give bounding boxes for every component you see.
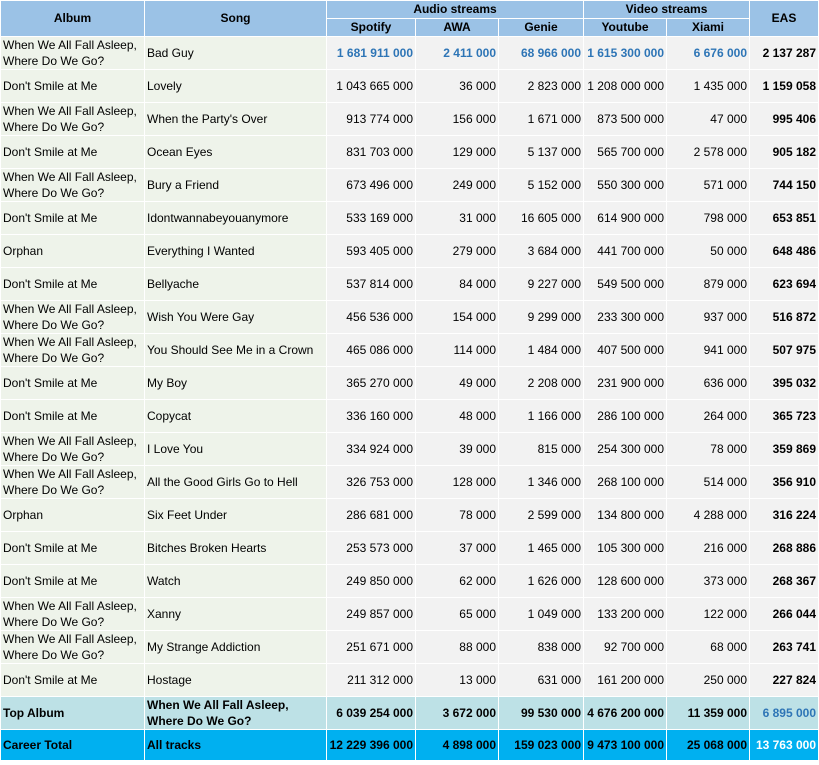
eas-cell: 905 182	[750, 136, 819, 169]
xiami-cell: 6 676 000	[667, 37, 750, 70]
spotify-cell: 251 671 000	[327, 631, 416, 664]
youtube-cell: 134 800 000	[584, 499, 667, 532]
career-total-album: All tracks	[145, 730, 327, 761]
youtube-cell: 92 700 000	[584, 631, 667, 664]
youtube-cell: 873 500 000	[584, 103, 667, 136]
awa-cell: 128 000	[416, 466, 499, 499]
header-album: Album	[1, 1, 145, 37]
xiami-cell: 47 000	[667, 103, 750, 136]
spotify-cell: 249 857 000	[327, 598, 416, 631]
song-cell: Wish You Were Gay	[145, 301, 327, 334]
spotify-cell: 831 703 000	[327, 136, 416, 169]
eas-cell: 744 150	[750, 169, 819, 202]
album-cell: Orphan	[1, 235, 145, 268]
xiami-cell: 4 288 000	[667, 499, 750, 532]
eas-cell: 359 869	[750, 433, 819, 466]
awa-cell: 2 411 000	[416, 37, 499, 70]
song-cell: Hostage	[145, 664, 327, 697]
header-awa: AWA	[416, 19, 499, 37]
awa-cell: 31 000	[416, 202, 499, 235]
youtube-cell: 549 500 000	[584, 268, 667, 301]
album-cell: When We All Fall Asleep, Where Do We Go?	[1, 37, 145, 70]
youtube-cell: 565 700 000	[584, 136, 667, 169]
header-genie: Genie	[499, 19, 584, 37]
awa-cell: 129 000	[416, 136, 499, 169]
table-row	[1, 334, 819, 367]
xiami-cell: 879 000	[667, 268, 750, 301]
youtube-cell: 614 900 000	[584, 202, 667, 235]
song-cell: Idontwannabeyouanymore	[145, 202, 327, 235]
album-cell: Don't Smile at Me	[1, 532, 145, 565]
spotify-cell: 913 774 000	[327, 103, 416, 136]
spotify-cell: 465 086 000	[327, 334, 416, 367]
eas-cell: 268 886	[750, 532, 819, 565]
header-spotify: Spotify	[327, 19, 416, 37]
youtube-cell: 268 100 000	[584, 466, 667, 499]
top-album-row	[1, 697, 819, 730]
awa-cell: 279 000	[416, 235, 499, 268]
xiami-cell: 1 435 000	[667, 70, 750, 103]
youtube-cell: 133 200 000	[584, 598, 667, 631]
genie-cell: 2 208 000	[499, 367, 584, 400]
album-cell: When We All Fall Asleep, Where Do We Go?	[1, 334, 145, 367]
spotify-cell: 334 924 000	[327, 433, 416, 466]
career-total-row	[1, 730, 819, 761]
xiami-cell: 937 000	[667, 301, 750, 334]
eas-cell: 653 851	[750, 202, 819, 235]
album-cell: Orphan	[1, 499, 145, 532]
genie-cell: 1 049 000	[499, 598, 584, 631]
header-video-streams: Video streams	[584, 1, 750, 19]
song-cell: My Strange Addiction	[145, 631, 327, 664]
song-cell: Watch	[145, 565, 327, 598]
genie-cell: 2 823 000	[499, 70, 584, 103]
table-row	[1, 367, 819, 400]
song-cell: My Boy	[145, 367, 327, 400]
youtube-cell: 105 300 000	[584, 532, 667, 565]
table-row	[1, 103, 819, 136]
top-album-name: When We All Fall Asleep, Where Do We Go?	[145, 697, 327, 730]
genie-cell: 815 000	[499, 433, 584, 466]
awa-cell: 249 000	[416, 169, 499, 202]
awa-cell: 62 000	[416, 565, 499, 598]
table-row	[1, 70, 819, 103]
youtube-cell: 1 615 300 000	[584, 37, 667, 70]
album-cell: When We All Fall Asleep, Where Do We Go?	[1, 301, 145, 334]
album-cell: Don't Smile at Me	[1, 565, 145, 598]
song-cell: Bitches Broken Hearts	[145, 532, 327, 565]
table-row	[1, 433, 819, 466]
table-row	[1, 235, 819, 268]
youtube-cell: 233 300 000	[584, 301, 667, 334]
eas-cell: 1 159 058	[750, 70, 819, 103]
eas-cell: 356 910	[750, 466, 819, 499]
table-row	[1, 664, 819, 697]
awa-cell: 36 000	[416, 70, 499, 103]
genie-cell: 1 671 000	[499, 103, 584, 136]
xiami-cell: 636 000	[667, 367, 750, 400]
top-album-xiami: 11 359 000	[667, 697, 750, 730]
eas-cell: 268 367	[750, 565, 819, 598]
album-cell: Don't Smile at Me	[1, 268, 145, 301]
youtube-cell: 441 700 000	[584, 235, 667, 268]
awa-cell: 114 000	[416, 334, 499, 367]
awa-cell: 78 000	[416, 499, 499, 532]
youtube-cell: 231 900 000	[584, 367, 667, 400]
spotify-cell: 533 169 000	[327, 202, 416, 235]
xiami-cell: 2 578 000	[667, 136, 750, 169]
xiami-cell: 68 000	[667, 631, 750, 664]
song-cell: Ocean Eyes	[145, 136, 327, 169]
table-row	[1, 466, 819, 499]
song-cell: Copycat	[145, 400, 327, 433]
album-cell: When We All Fall Asleep, Where Do We Go?	[1, 433, 145, 466]
genie-cell: 16 605 000	[499, 202, 584, 235]
album-cell: When We All Fall Asleep, Where Do We Go?	[1, 466, 145, 499]
xiami-cell: 250 000	[667, 664, 750, 697]
eas-cell: 227 824	[750, 664, 819, 697]
genie-cell: 5 152 000	[499, 169, 584, 202]
awa-cell: 37 000	[416, 532, 499, 565]
album-cell: Don't Smile at Me	[1, 136, 145, 169]
spotify-cell: 593 405 000	[327, 235, 416, 268]
song-cell: Xanny	[145, 598, 327, 631]
album-cell: When We All Fall Asleep, Where Do We Go?	[1, 169, 145, 202]
youtube-cell: 550 300 000	[584, 169, 667, 202]
awa-cell: 84 000	[416, 268, 499, 301]
table-body	[1, 37, 819, 761]
eas-cell: 648 486	[750, 235, 819, 268]
spotify-cell: 249 850 000	[327, 565, 416, 598]
album-cell: Don't Smile at Me	[1, 664, 145, 697]
header-eas: EAS	[750, 1, 819, 37]
youtube-cell: 161 200 000	[584, 664, 667, 697]
genie-cell: 9 299 000	[499, 301, 584, 334]
genie-cell: 1 484 000	[499, 334, 584, 367]
genie-cell: 1 626 000	[499, 565, 584, 598]
career-total-eas: 13 763 000	[750, 730, 819, 761]
xiami-cell: 78 000	[667, 433, 750, 466]
table-row	[1, 268, 819, 301]
spotify-cell: 286 681 000	[327, 499, 416, 532]
xiami-cell: 50 000	[667, 235, 750, 268]
genie-cell: 1 166 000	[499, 400, 584, 433]
eas-cell: 995 406	[750, 103, 819, 136]
genie-cell: 631 000	[499, 664, 584, 697]
spotify-cell: 537 814 000	[327, 268, 416, 301]
top-album-genie: 99 530 000	[499, 697, 584, 730]
genie-cell: 838 000	[499, 631, 584, 664]
eas-cell: 266 044	[750, 598, 819, 631]
song-cell: When the Party's Over	[145, 103, 327, 136]
header-song: Song	[145, 1, 327, 37]
genie-cell: 1 346 000	[499, 466, 584, 499]
song-cell: You Should See Me in a Crown	[145, 334, 327, 367]
table-row	[1, 37, 819, 70]
awa-cell: 156 000	[416, 103, 499, 136]
eas-cell: 395 032	[750, 367, 819, 400]
album-cell: Don't Smile at Me	[1, 367, 145, 400]
genie-cell: 3 684 000	[499, 235, 584, 268]
table-row	[1, 532, 819, 565]
table-row	[1, 202, 819, 235]
spotify-cell: 365 270 000	[327, 367, 416, 400]
table-row	[1, 169, 819, 202]
career-total-xiami: 25 068 000	[667, 730, 750, 761]
top-album-label: Top Album	[1, 697, 145, 730]
eas-cell: 365 723	[750, 400, 819, 433]
spotify-cell: 456 536 000	[327, 301, 416, 334]
table-row	[1, 499, 819, 532]
spotify-cell: 673 496 000	[327, 169, 416, 202]
eas-cell: 316 224	[750, 499, 819, 532]
album-cell: When We All Fall Asleep, Where Do We Go?	[1, 103, 145, 136]
album-cell: Don't Smile at Me	[1, 400, 145, 433]
youtube-cell: 1 208 000 000	[584, 70, 667, 103]
song-cell: Bellyache	[145, 268, 327, 301]
spotify-cell: 326 753 000	[327, 466, 416, 499]
career-total-youtube: 9 473 100 000	[584, 730, 667, 761]
eas-cell: 2 137 287	[750, 37, 819, 70]
top-album-youtube: 4 676 200 000	[584, 697, 667, 730]
xiami-cell: 264 000	[667, 400, 750, 433]
genie-cell: 68 966 000	[499, 37, 584, 70]
eas-cell: 516 872	[750, 301, 819, 334]
youtube-cell: 254 300 000	[584, 433, 667, 466]
genie-cell: 1 465 000	[499, 532, 584, 565]
song-cell: Bury a Friend	[145, 169, 327, 202]
youtube-cell: 407 500 000	[584, 334, 667, 367]
header-youtube: Youtube	[584, 19, 667, 37]
xiami-cell: 373 000	[667, 565, 750, 598]
awa-cell: 39 000	[416, 433, 499, 466]
youtube-cell: 286 100 000	[584, 400, 667, 433]
awa-cell: 154 000	[416, 301, 499, 334]
eas-cell: 263 741	[750, 631, 819, 664]
top-album-eas: 6 895 000	[750, 697, 819, 730]
song-cell: Bad Guy	[145, 37, 327, 70]
awa-cell: 49 000	[416, 367, 499, 400]
xiami-cell: 514 000	[667, 466, 750, 499]
top-album-awa: 3 672 000	[416, 697, 499, 730]
xiami-cell: 122 000	[667, 598, 750, 631]
table-row	[1, 631, 819, 664]
spotify-cell: 336 160 000	[327, 400, 416, 433]
song-cell: Lovely	[145, 70, 327, 103]
table-row	[1, 565, 819, 598]
career-total-genie: 159 023 000	[499, 730, 584, 761]
table-row	[1, 400, 819, 433]
eas-cell: 623 694	[750, 268, 819, 301]
awa-cell: 65 000	[416, 598, 499, 631]
xiami-cell: 798 000	[667, 202, 750, 235]
album-cell: When We All Fall Asleep, Where Do We Go?	[1, 598, 145, 631]
song-cell: Six Feet Under	[145, 499, 327, 532]
spotify-cell: 253 573 000	[327, 532, 416, 565]
table-row	[1, 301, 819, 334]
awa-cell: 88 000	[416, 631, 499, 664]
album-cell: Don't Smile at Me	[1, 202, 145, 235]
song-cell: All the Good Girls Go to Hell	[145, 466, 327, 499]
top-album-spotify: 6 039 254 000	[327, 697, 416, 730]
header-audio-streams: Audio streams	[327, 1, 584, 19]
song-cell: I Love You	[145, 433, 327, 466]
career-total-label: Career Total	[1, 730, 145, 761]
song-cell: Everything I Wanted	[145, 235, 327, 268]
xiami-cell: 941 000	[667, 334, 750, 367]
awa-cell: 13 000	[416, 664, 499, 697]
career-total-awa: 4 898 000	[416, 730, 499, 761]
career-total-spotify: 12 229 396 000	[327, 730, 416, 761]
genie-cell: 9 227 000	[499, 268, 584, 301]
table-row	[1, 598, 819, 631]
xiami-cell: 216 000	[667, 532, 750, 565]
xiami-cell: 571 000	[667, 169, 750, 202]
spotify-cell: 1 043 665 000	[327, 70, 416, 103]
album-cell: When We All Fall Asleep, Where Do We Go?	[1, 631, 145, 664]
awa-cell: 48 000	[416, 400, 499, 433]
album-cell: Don't Smile at Me	[1, 70, 145, 103]
table-row	[1, 136, 819, 169]
header-xiami: Xiami	[667, 19, 750, 37]
eas-cell: 507 975	[750, 334, 819, 367]
youtube-cell: 128 600 000	[584, 565, 667, 598]
genie-cell: 5 137 000	[499, 136, 584, 169]
spotify-cell: 211 312 000	[327, 664, 416, 697]
genie-cell: 2 599 000	[499, 499, 584, 532]
spotify-cell: 1 681 911 000	[327, 37, 416, 70]
